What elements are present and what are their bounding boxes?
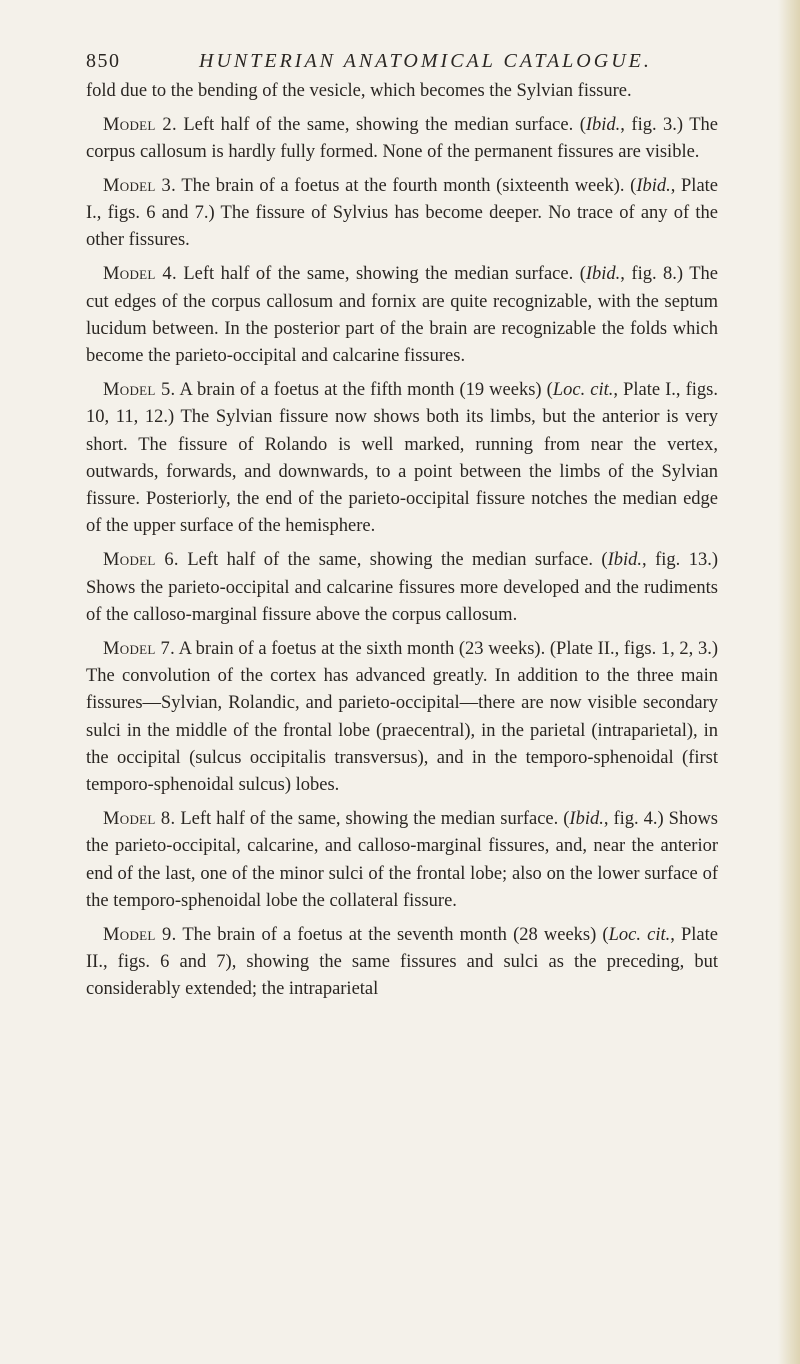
paragraph-text: fold due to the bending of the vesicle, which becomes the Sylvian fissure. xyxy=(86,81,632,101)
model-heading: Model 2. xyxy=(103,114,177,135)
paragraph-text: Left half of the same, showing the median surface. ( xyxy=(180,808,570,829)
citation-ref: Loc. cit. xyxy=(552,379,614,400)
model-heading: Model 4. xyxy=(103,264,177,285)
paragraph-model-7 xyxy=(86,636,718,800)
paragraph-text: , Plate I., figs. 10, 11, 12.) The Sylvian fissure now shows both its limbs, but the anterior is very short. The fissure of Rolando is well marked, running from near the vertex, outwards, forwards, and downwards, to a point between the limbs of the Sylvian fissure. Posteriorly, the end of the parieto-occipital fissure notches the median edge of the upper surface of the hemisphere. xyxy=(86,379,719,537)
page-edge-shadow xyxy=(778,0,800,1364)
paragraph-text: The brain of a foetus at the fourth month (sixteenth week). ( xyxy=(181,175,637,196)
citation-ref: Ibid. xyxy=(636,175,671,196)
citation-ref: Ibid. xyxy=(585,264,621,285)
running-header xyxy=(86,50,718,80)
paragraph-model-2 xyxy=(86,112,718,167)
model-heading: Model 8. xyxy=(103,808,176,829)
page-number: 850 xyxy=(86,50,121,72)
paragraph-text: A brain of a foetus at the fifth month (19 weeks) ( xyxy=(179,379,553,400)
paragraph-text: Left half of the same, showing the median surface. ( xyxy=(183,114,586,135)
citation-ref: Loc. cit. xyxy=(608,924,671,945)
paragraph-model-8 xyxy=(86,806,718,915)
paragraph-model-6 xyxy=(86,547,718,629)
paragraph-text: Left half of the same, showing the median surface. ( xyxy=(187,550,608,571)
paragraph-model-9 xyxy=(86,922,718,1004)
model-heading: Model 3. xyxy=(103,175,177,196)
citation-ref: Ibid. xyxy=(607,550,643,571)
paragraph-model-4 xyxy=(86,261,718,370)
paragraph-text: A brain of a foetus at the sixth month (23 weeks). (Plate II., figs. 1, 2, 3.) The convolution of the cortex has advanced greatly. In addition to the three main fissures—Sylvian, Rolandic, and parieto-occipital—there are now visible secondary sulci in the middle of the frontal lobe (praecentral), in the parietal (intraparietal), in the occipital (sulcus occipitalis transversus), and in the temporo-sphenoidal (first temporo-sphenoidal sulcus) lobes. xyxy=(86,638,718,796)
body-text xyxy=(86,78,718,1010)
model-heading: Model 5. xyxy=(103,379,176,400)
paragraph-text: , fig. 8.) The cut edges of the corpus callosum and fornix are quite recognizable, with the septum lucidum between. In the posterior part of the brain are recognizable the folds which become the parieto-occipital and calcarine fissures. xyxy=(86,264,719,367)
paragraph-continuation xyxy=(86,78,718,105)
paragraph-text: , fig. 4.) Shows the parieto-occipital, calcarine, and calloso-marginal fissures, and, near the anterior end of the last, one of the minor sulci of the frontal lobe; also on the lower surface of the temporo-sphenoidal lobe the collateral fissure. xyxy=(86,808,719,911)
paragraph-text: , fig. 3.) The corpus callosum is hardly fully formed. None of the permanent fissures are visible. xyxy=(86,114,719,163)
model-heading: Model 9. xyxy=(103,924,177,945)
paragraph-model-3 xyxy=(86,173,718,255)
citation-ref: Ibid. xyxy=(569,808,604,829)
paragraph-model-5 xyxy=(86,377,718,541)
running-title: HUNTERIAN ANATOMICAL CATALOGUE. xyxy=(199,50,652,72)
paragraph-text: , fig. 13.) Shows the parieto-occipital and calcarine fissures more developed and the rudiments of the calloso-marginal fissure above the corpus callosum. xyxy=(86,550,719,625)
citation-ref: Ibid. xyxy=(585,114,621,135)
paragraph-text: Left half of the same, showing the median surface. ( xyxy=(183,264,586,285)
paragraph-text: , Plate II., figs. 6 and 7), showing the same fissures and sulci as the preceding, but considerably extended; the intraparietal xyxy=(86,924,718,1000)
model-heading: Model 7. xyxy=(103,638,176,659)
model-heading: Model 6. xyxy=(103,550,179,571)
paragraph-text: , Plate I., figs. 6 and 7.) The fissure of Sylvius has become deeper. No trace of any of the other fissures. xyxy=(86,175,719,251)
paragraph-text: The brain of a foetus at the seventh month (28 weeks) ( xyxy=(182,924,609,945)
